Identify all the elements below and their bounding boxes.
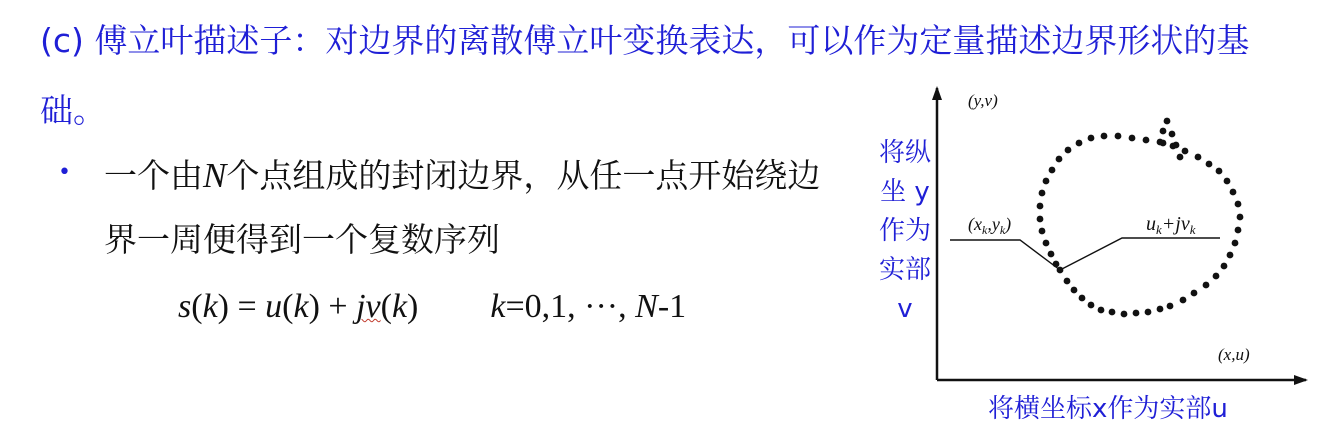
point-label: $(x_k,y_k)$ (968, 214, 1012, 237)
formula-jv: jv (356, 288, 381, 325)
boundary-point (1157, 306, 1164, 313)
boundary-point (1109, 309, 1116, 316)
boundary-point (1143, 137, 1150, 144)
boundary-point (1182, 148, 1189, 155)
boundary-point (1203, 282, 1210, 289)
boundary-point (1121, 311, 1128, 318)
formula-u: u (265, 288, 283, 325)
boundary-figure (860, 80, 1310, 436)
bullet-text (104, 144, 844, 272)
bullet-text-before: 一个由 (104, 156, 203, 195)
boundary-point (1235, 227, 1242, 234)
boundary-point (1053, 261, 1060, 268)
boundary-point (1195, 154, 1202, 161)
x-axis-label: (x,u) (1218, 345, 1250, 364)
complex-label: $u_k+jv_k$ (1146, 213, 1196, 237)
y-axis-label: (y,v) (968, 91, 998, 110)
slide-heading: (c) 傅立叶描述子：对边界的离散傅立叶变换表达，可以作为定量描述边界形状的基础。 (40, 21, 1250, 130)
formula-plus: ) + (308, 288, 357, 325)
formula-eq: ) = (217, 288, 266, 325)
formula-range: =0,1, ···, (505, 288, 636, 325)
boundary-point (1221, 263, 1228, 270)
boundary-point (1180, 297, 1187, 304)
boundary-point (1115, 133, 1122, 140)
boundary-point (1145, 309, 1152, 316)
boundary-point (1088, 135, 1095, 142)
formula-k3: k (391, 288, 408, 325)
boundary-point (1088, 302, 1095, 309)
formula-k-var: k (490, 288, 506, 325)
boundary-point (1191, 290, 1198, 297)
bullet-marker: • (58, 160, 71, 185)
boundary-point (1098, 307, 1105, 314)
boundary-point (1049, 167, 1056, 174)
boundary-point (1230, 189, 1237, 196)
boundary-point (1227, 252, 1234, 259)
complex-leader-line (1060, 238, 1220, 270)
boundary-point (1064, 278, 1071, 285)
boundary-point (1037, 216, 1044, 223)
boundary-point (1043, 240, 1050, 247)
boundary-point (1235, 201, 1242, 208)
bullet-text-after: 个点组成的封闭边界，从任一点开始绕边界一周便得到一个复数序列 (104, 156, 821, 259)
boundary-point (1056, 156, 1063, 163)
formula-k2: k (293, 288, 309, 325)
boundary-point (1101, 133, 1108, 140)
complex-sequence-formula: s(k) = u(k) + jv(k) k=0,1, ···, N-1 (178, 288, 687, 325)
boundary-point (1065, 147, 1072, 154)
formula-s: s (178, 288, 192, 325)
boundary-point (1216, 168, 1223, 175)
bullet-variable-n: N (203, 156, 227, 195)
boundary-point (1079, 295, 1086, 302)
boundary-point (1224, 178, 1231, 185)
boundary-point (1048, 251, 1055, 258)
y-axis-caption: 将纵坐 y 作为实部 v (878, 138, 931, 324)
boundary-point (1232, 240, 1239, 247)
boundary-points (1037, 118, 1244, 318)
formula-minus1: -1 (657, 288, 687, 325)
boundary-point (1071, 287, 1078, 294)
boundary-point (1206, 161, 1213, 168)
boundary-point (1057, 267, 1064, 274)
boundary-point (1076, 140, 1083, 147)
boundary-point (1164, 118, 1171, 125)
boundary-point (1160, 128, 1167, 135)
formula-n: N (635, 288, 658, 325)
boundary-point (1037, 203, 1044, 210)
boundary-point (1133, 310, 1140, 317)
boundary-point (1177, 154, 1184, 161)
boundary-point (1039, 190, 1046, 197)
boundary-point (1173, 142, 1180, 149)
boundary-point (1213, 273, 1220, 280)
boundary-point (1039, 228, 1046, 235)
boundary-point (1043, 178, 1050, 185)
x-axis-caption: 将横坐标x作为实部u (988, 394, 1228, 424)
boundary-point (1157, 139, 1164, 146)
boundary-point (1169, 131, 1176, 138)
boundary-point (1237, 214, 1244, 221)
formula-k1: k (202, 288, 218, 325)
boundary-point (1129, 135, 1136, 142)
boundary-point (1167, 303, 1174, 310)
